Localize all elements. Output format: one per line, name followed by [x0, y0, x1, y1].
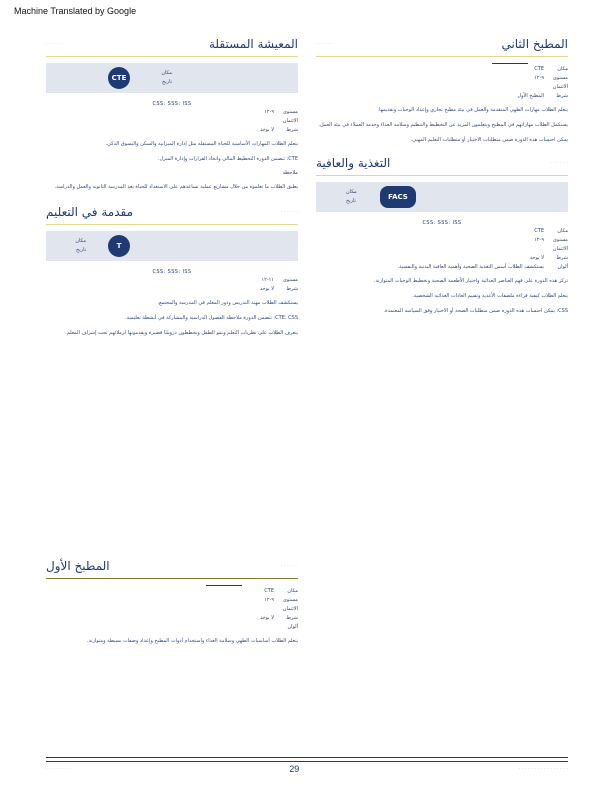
course-title: مقدمة في التعليم — [46, 205, 134, 219]
course-info-band — [46, 63, 298, 93]
course-nutrition-wellness — [316, 153, 568, 316]
course-code-faint: · · · · · · — [550, 160, 568, 166]
course-independent-living — [46, 34, 298, 192]
info-row: مستوى ١١-١٢ — [261, 277, 298, 283]
band-label: مكان — [161, 70, 172, 76]
course-description: يتعرف الطلاب على نظريات التعلم ونمو الطفل ويخططون دروسًا قصيرة ويقدمونها لزملائهم تحت إشراف المعلم. — [65, 330, 298, 336]
underline-mark — [492, 63, 528, 64]
course-description: CTE: تتضمن الدورة التخطيط المالي واتخاذ القرارات وإدارة المنزل. — [157, 156, 298, 162]
course-description: يتعلم الطلاب المهارات الأساسية للحياة المستقلة مثل إدارة الميزانية والسكن والتسوق الذكي. — [105, 141, 298, 147]
band-sublabel: تاريخ — [76, 247, 86, 253]
divider — [46, 56, 298, 57]
course-description: يتعلم الطلاب كيفية قراءة ملصقات الأغذية وتقييم العادات الغذائية الشخصية. — [412, 293, 568, 299]
info-row: مستوى ٩-١٢ — [264, 109, 298, 115]
info-row: شرط لا يوجد — [529, 255, 568, 261]
course-code-faint: · · · · · · — [316, 41, 334, 47]
info-row: شرط لا يوجد — [259, 127, 298, 133]
department-seal-icon: FACS — [380, 186, 416, 208]
course-code: CSS: SSS: ISS — [152, 269, 192, 275]
band-label: مكان — [346, 189, 357, 195]
divider — [316, 56, 568, 57]
divider — [46, 578, 298, 579]
course-code: CSS: SSS: ISS — [152, 101, 192, 107]
course-kitchen-two — [316, 34, 568, 145]
info-row: مكان CTE — [534, 66, 568, 72]
info-row: شرط لا يوجد — [259, 615, 298, 621]
course-description: يتعلم الطلاب مهارات الطهي المتقدمة والعمل في بيئة مطبخ تجاري وإعداد الوجبات وتقديمها. — [377, 107, 568, 113]
course-code: CSS: SSS: ISS — [422, 220, 462, 226]
course-description: يستكشف الطلاب مهنة التدريس ودور المعلم في المدرسة والمجتمع. — [157, 300, 298, 306]
info-row: الائتمان — [552, 246, 568, 252]
info-row: ألوان يستكشف الطلاب أسس التغذية الصحية وأهمية العافية البدنية والنفسية. — [397, 264, 568, 270]
divider — [46, 224, 298, 225]
right-column — [316, 34, 568, 322]
course-title: المطبخ الثاني — [501, 37, 568, 51]
course-code-faint: · · · · · · — [280, 563, 298, 569]
page-number: 29 — [289, 764, 300, 774]
info-row: مستوى ٩-١٢ — [264, 597, 298, 603]
footer-left-text: · · · · · · · · — [46, 766, 70, 772]
course-info-band — [316, 182, 568, 212]
info-row: شرط المطبخ الأول — [517, 93, 568, 99]
info-row: ألوان — [287, 624, 298, 630]
course-title: التغذية والعافية — [316, 156, 391, 170]
footer-right-text: · · · · · · · · · · · · · · · · — [518, 766, 568, 772]
course-description: CTE: CSS: تتضمن الدورة ملاحظة الفصول الدراسية والمشاركة في أنشطة تعليمية. — [125, 315, 298, 321]
info-row: مستوى ٩-١٢ — [534, 75, 568, 81]
page-footer — [46, 764, 568, 774]
band-sublabel: تاريخ — [346, 198, 356, 204]
info-row: الائتمان — [282, 118, 298, 124]
underline-mark — [206, 585, 242, 586]
course-description: تركز هذه الدورة على فهم العناصر الغذائية واختيار الأطعمة الصحية وتخطيط الوجبات المتوازنة. — [373, 278, 568, 284]
course-info-band — [46, 231, 298, 261]
note-label: ملاحظة — [282, 170, 298, 176]
department-seal-icon: CTE — [108, 67, 130, 89]
course-title: المطبخ الأول — [46, 559, 110, 573]
band-sublabel: تاريخ — [162, 79, 172, 85]
course-description: يمكن احتساب هذه الدورة ضمن متطلبات الاختيار أو متطلبات التعليم المهني. — [410, 137, 568, 143]
divider — [316, 175, 568, 176]
course-code-faint: · · · · · · — [46, 41, 64, 47]
left-column — [46, 34, 298, 344]
course-description: CSS: يمكن احتساب هذه الدورة ضمن متطلبات الصحة أو الاختيار وفق السياسة المعتمدة. — [383, 308, 568, 314]
course-intro-education — [46, 202, 298, 338]
department-seal-icon: T — [108, 235, 130, 257]
course-kitchen-one — [46, 556, 298, 652]
info-row: الائتمان — [282, 606, 298, 612]
info-row: مكان CTE — [534, 228, 568, 234]
machine-translation-banner: Machine Translated by Google — [14, 6, 137, 16]
info-row: شرط لا يوجد — [259, 286, 298, 292]
band-label: مكان — [75, 238, 86, 244]
info-row: مكان CTE — [264, 588, 298, 594]
info-row: مستوى ٩-١٢ — [534, 237, 568, 243]
course-description: يتعلم الطلاب أساسيات الطهي وسلامة الغذاء واستخدام أدوات المطبخ وإعداد وصفات بسيطة ومتوازنة. — [86, 638, 298, 644]
course-title: المعيشة المستقلة — [208, 37, 298, 51]
info-row: الائتمان — [552, 84, 568, 90]
course-code-faint: · · · · · · — [280, 209, 298, 215]
course-description: يستكمل الطلاب مهاراتهم في المطبخ ويتعلمون المزيد عن التخطيط والتنظيم وسلامة الغذاء وخدمة العملاء في بيئة العمل. — [318, 122, 568, 128]
course-description: يطبق الطلاب ما تعلموه من خلال مشاريع عملية تساعدهم على الاستعداد للحياة بعد المدرسة الثانوية والعمل والدراسة. — [54, 184, 298, 190]
